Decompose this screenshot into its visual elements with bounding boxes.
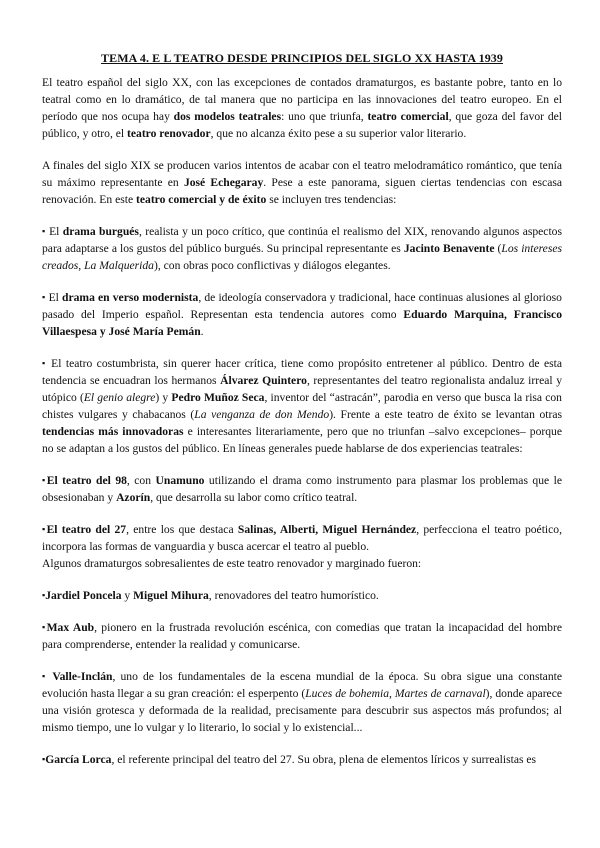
text: , que desarrolla su labor como crítico teatral.: [150, 491, 358, 504]
bold-text: García Lorca: [45, 753, 112, 766]
text: .: [200, 325, 204, 338]
bold-text: drama burgués: [62, 225, 139, 238]
bold-text: Miguel Mihura: [133, 589, 209, 602]
paragraph-teatro-98: [42, 472, 562, 506]
bold-text: Max Aub: [46, 621, 95, 634]
bold-text: teatro renovador: [127, 127, 211, 140]
bold-text: Álvarez Quintero: [220, 374, 307, 387]
bold-text: El teatro del 27: [46, 523, 127, 536]
text: , que goza del favor del público, y otro, el: [42, 110, 562, 140]
bold-text: Salinas, Alberti, Miguel Hernández: [237, 523, 417, 536]
bullet-icon: ▪: [42, 358, 47, 368]
text: , pionero en la frustrada revolución escénica, con comedias que tratan la incapacidad del hombre para comprenderse, entender la realidad y comunicarse.: [42, 621, 562, 651]
bullet-icon: ▪: [42, 226, 46, 236]
text: El teatro español del siglo XX, con las excepciones de contados dramaturgos, es bastante pobre, tanto en lo teatral como en lo dramático, de tal manera que no participa en las innovaciones del teatro europeo. En el período que nos ocupa hay: [42, 76, 562, 123]
bullet-icon: ▪: [42, 590, 46, 600]
italic-text: La venganza de don Mendo: [194, 408, 330, 421]
bullet-icon: ▪: [42, 475, 47, 485]
text: se incluyen tres tendencias:: [266, 193, 397, 206]
bullet-icon: ▪: [42, 754, 46, 764]
bold-text: teatro comercial: [367, 110, 449, 123]
bold-text: Azorín: [116, 491, 151, 504]
bold-text: Jardiel Poncela: [45, 589, 122, 602]
text: utilizando el drama como instrumento para plasmar los problemas que le obsesionaban y: [42, 474, 562, 504]
paragraph-costumbrista: [42, 355, 562, 457]
bold-text: El teatro del 98: [46, 474, 127, 487]
bold-text: dos modelos teatrales: [173, 110, 282, 123]
italic-text: Luces de bohemia, Martes de carnaval: [305, 687, 486, 700]
page-title: TEMA 4. E L TEATRO DESDE PRINCIPIOS DEL SIGLO XX HASTA 1939: [101, 51, 503, 65]
text: e interesantes literariamente, pero que no triunfan –salvo excepciones– porque no se adaptan a los gustos del público. En líneas generales puede hablarse de dos experiencias teatrales:: [42, 425, 562, 455]
bullet-icon: ▪: [42, 292, 46, 302]
bold-text: drama en verso modernista: [62, 291, 199, 304]
text: , que no alcanza éxito pese a su superior valor literario.: [210, 127, 467, 140]
italic-text: El genio alegre: [83, 391, 156, 404]
text: ). Frente a este teatro de éxito se levantan otras: [329, 408, 562, 421]
paragraph-dramaturgos: Algunos dramaturgos sobresalientes de este teatro renovador y marginado fueron:: [42, 557, 422, 570]
bold-text: Unamuno: [155, 474, 205, 487]
paragraph-jardiel: [42, 587, 562, 604]
paragraph-commercial: [42, 157, 562, 208]
text: ) y: [155, 391, 172, 404]
text: , entre los que destaca: [126, 523, 238, 536]
bold-text: Valle-Inclán: [47, 670, 113, 683]
text: (: [494, 242, 502, 255]
text: ), con obras poco conflictivas y diálogos elegantes.: [153, 259, 391, 272]
paragraph-max-aub: [42, 619, 562, 653]
text: y: [121, 589, 134, 602]
text: , perfecciona el teatro poético, incorpora las formas de vanguardia y busca acercar el teatro al pueblo.: [42, 523, 562, 553]
bold-text: Pedro Muñoz Seca: [171, 391, 265, 404]
text: El: [45, 291, 63, 304]
paragraph-valle-inclan: [42, 668, 562, 736]
text: . Pese a este panorama, siguen ciertas tendencias con escasa renovación. En este: [42, 176, 563, 206]
text: El: [45, 225, 63, 238]
bullet-icon: ▪: [42, 524, 47, 534]
text: El teatro costumbrista, sin querer hacer crítica, tiene como propósito entretener al público. Dentro de esta tendencia se encuadran los hermanos: [42, 357, 562, 387]
text: , el referente principal del teatro del 27. Su obra, plena de elementos líricos y surrealistas es: [111, 753, 537, 766]
text: , inventor del “astracán”, parodia en verso que busca la risa con chistes vulgares y chabacanos (: [42, 391, 562, 421]
paragraph-drama-burgues: [42, 223, 562, 274]
bold-text: Jacinto Benavente: [403, 242, 495, 255]
text: , representantes del teatro regionalista andaluz irreal y utópico (: [42, 374, 562, 404]
paragraph-intro: [42, 74, 562, 142]
paragraph-garcia-lorca: [42, 751, 562, 768]
text: ), donde aparece una visión grotesca y deformada de la realidad, precisamente para descubrir sus aspectos más profundos; al mismo tiempo, une lo vulgar y lo literario, lo social y lo existencial...: [42, 687, 562, 734]
text: , renovadores del teatro humorístico.: [208, 589, 379, 602]
italic-text: Los intereses creados, La Malquerida: [42, 242, 562, 272]
text: A finales del siglo XIX se producen varios intentos de acabar con el teatro melodramático romántico, que tenía su máximo representante en: [42, 159, 562, 189]
paragraph-drama-verso: [42, 289, 562, 340]
paragraph-teatro-27: [42, 521, 562, 555]
bold-text: tendencias más innovadoras: [42, 425, 184, 438]
bold-text: José Echegaray: [183, 176, 264, 189]
text: : uno que triunfa,: [281, 110, 368, 123]
bold-text: Eduardo Marquina, Francisco Villaespesa y José María Pemán: [42, 308, 563, 338]
bold-text: teatro comercial y de éxito: [136, 193, 267, 206]
text: , con: [126, 474, 156, 487]
document-page: [42, 50, 562, 783]
text: , uno de los fundamentales de la escena mundial de la época. Su obra sigue una constante evolución hasta llegar a su gran creación: el esperpento (: [42, 670, 562, 700]
text: , de ideología conservadora y tradicional, hace continuas alusiones al glorioso pasado del Imperio español. Representan esta tendencia autores como: [42, 291, 562, 321]
bullet-icon: ▪: [42, 671, 48, 681]
bullet-icon: ▪: [42, 622, 47, 632]
text: , realista y un poco crítico, que continúa el realismo del XIX, renovando algunos aspectos para adaptarse a los gustos del público burgués. Su principal representante es: [42, 225, 562, 255]
